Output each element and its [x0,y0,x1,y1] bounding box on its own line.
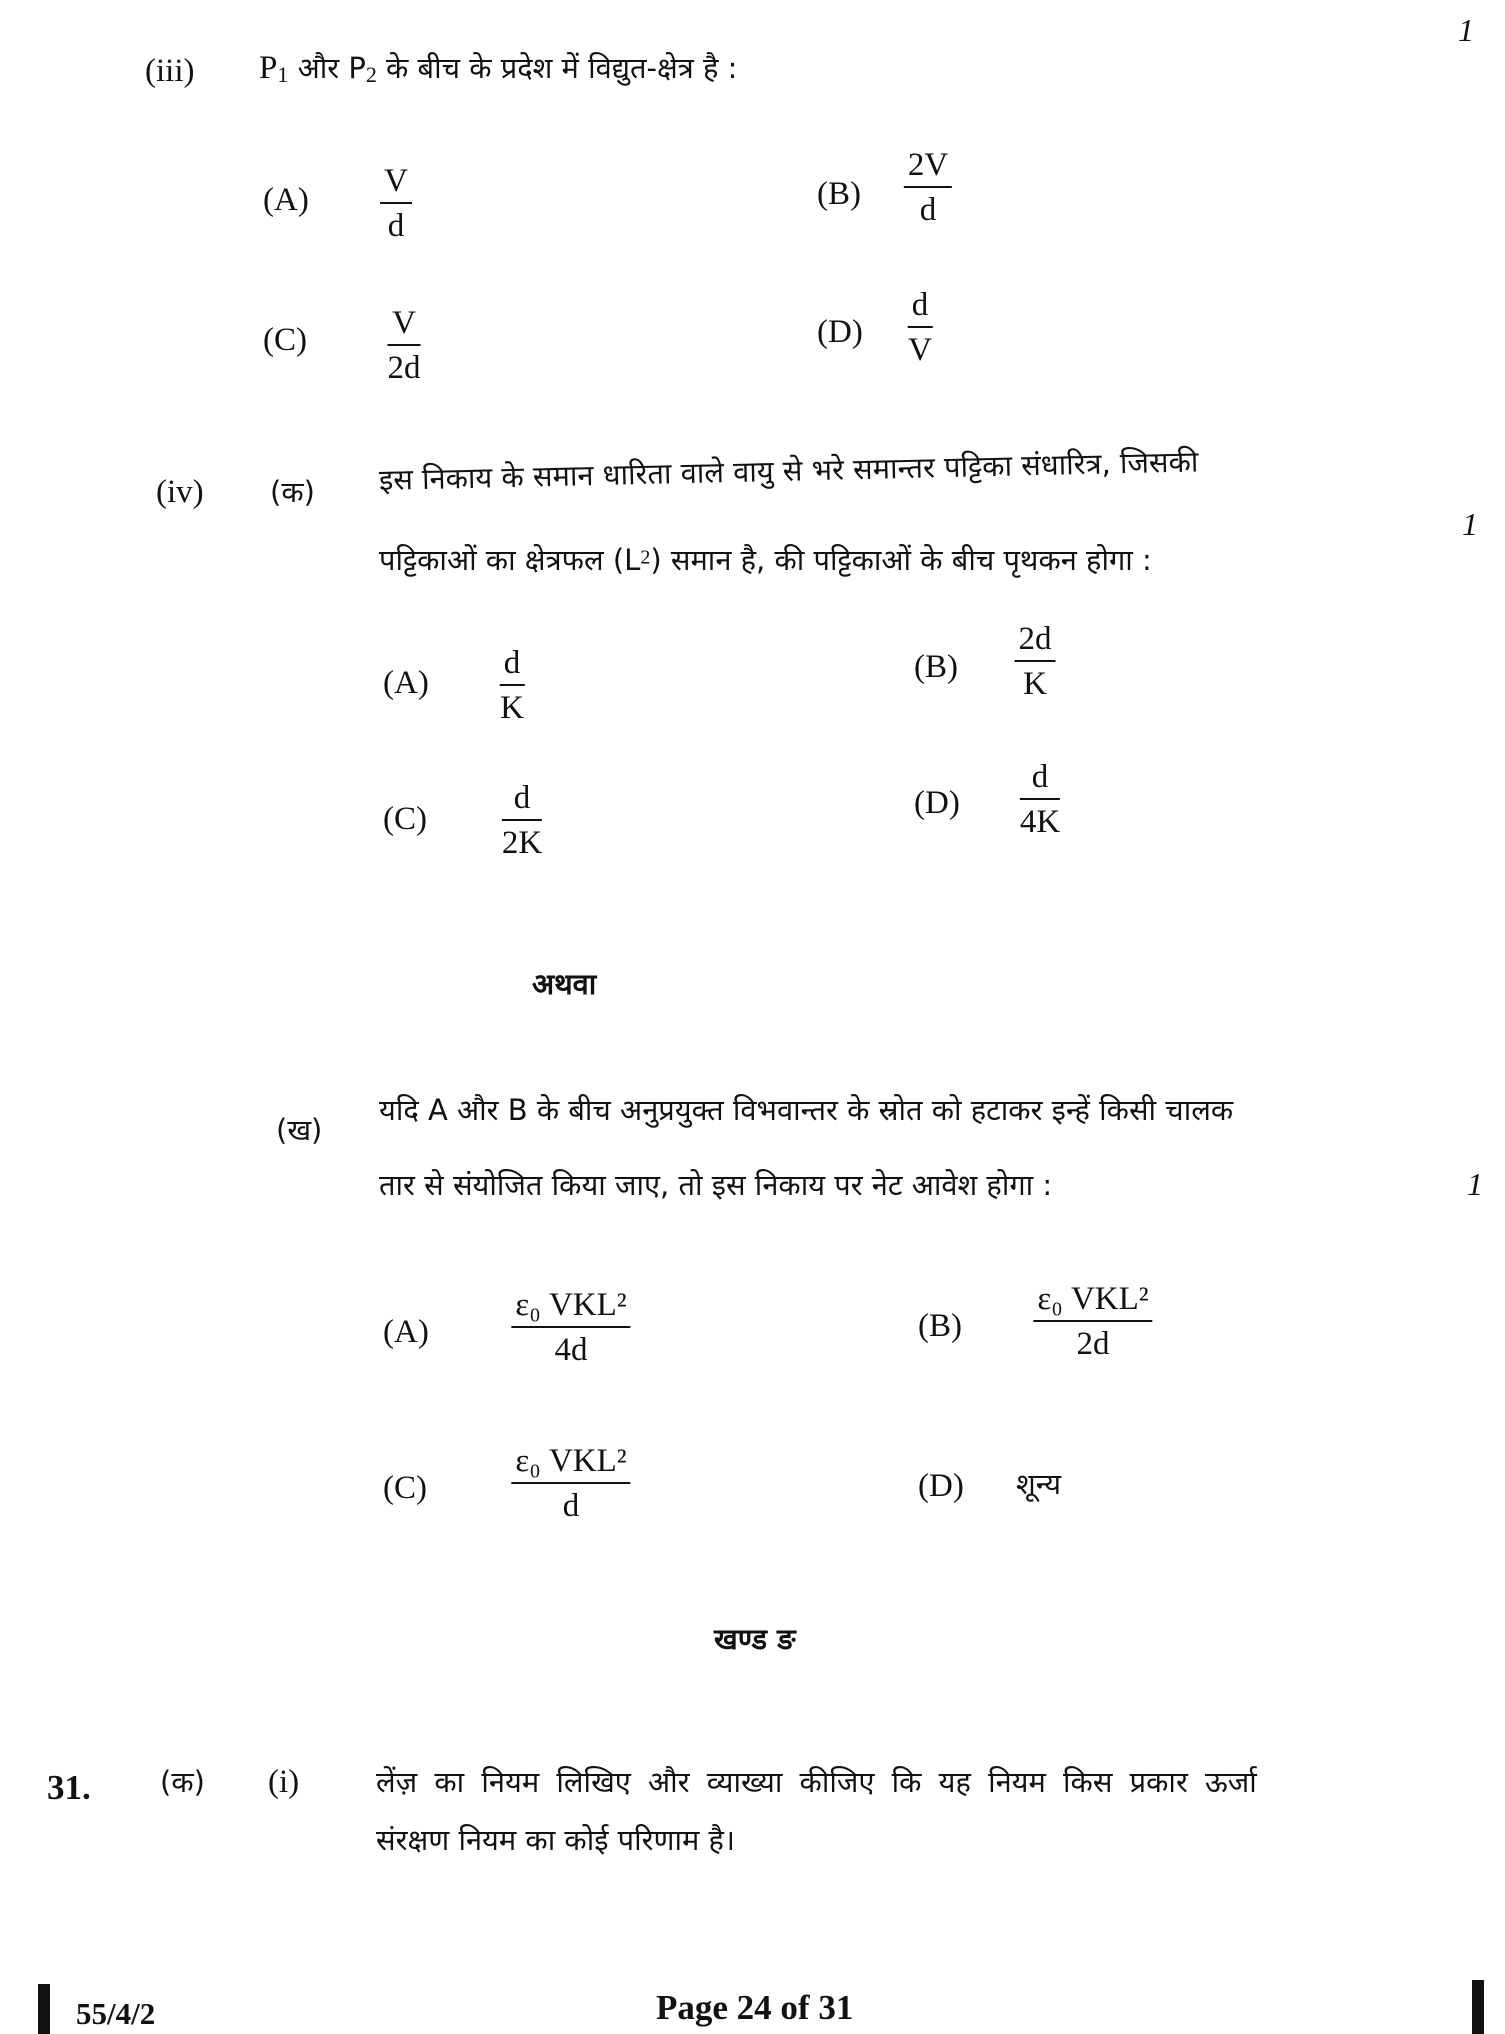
option-label: (A) [383,665,429,701]
option-label: (B) [914,649,958,685]
option-label: (B) [918,1308,962,1344]
text: और P [288,51,366,85]
option-d-text: शून्य [1016,1467,1062,1501]
option-b-fraction: 2d K [1015,621,1056,703]
option-d-fraction: d V [908,287,932,368]
question-text-line2: तार से संयोजित किया जाए, तो इस निकाय पर नेट आवेश होगा : [379,1168,1053,1202]
question-number: 31. [47,1768,91,1807]
footer-bar-left [38,1984,50,2034]
option-label: (D) [817,314,863,350]
option-label: (C) [383,1470,427,1506]
marks-q4a: 1 [1462,506,1478,542]
option-b-fraction: ε₀ VKL² 2d [1033,1281,1152,1363]
marks-q3: 1 [1458,12,1474,48]
option-c-fraction: V 2d [387,305,421,386]
question-text-line1: लेंज़ का नियम लिखिए और व्याख्या कीजिए कि यह नियम किस प्रकार ऊर्जा [376,1765,1257,1799]
question-number: (iii) [145,53,195,89]
question-text [259,52,737,86]
part-label: (ख) [276,1113,323,1147]
p-symbol: P [259,50,278,86]
marks-q4b: 1 [1467,1166,1483,1202]
option-label: (D) [914,785,960,821]
text: के बीच के प्रदेश में विद्युत-क्षेत्र है : [376,51,738,85]
subscript: 2 [365,62,377,88]
option-a-fraction: ε₀ VKL² 4d [511,1287,630,1369]
option-d-fraction: d 4K [1019,759,1061,840]
section-title: खण्ड ङ [714,1622,796,1656]
option-label: (C) [263,322,307,358]
question-number: (iv) [156,474,204,510]
part-label: (क) [160,1765,205,1799]
option-c-fraction: ε₀ VKL² d [511,1443,630,1525]
option-label: (A) [263,182,309,218]
paper-code: 55/4/2 [76,1996,156,2031]
option-c-fraction: d 2K [501,780,543,861]
page-number: Page 24 of 31 [656,1988,854,2027]
question-text-line2: संरक्षण नियम का कोई परिणाम है। [376,1823,735,1857]
option-a-fraction: d K [500,645,524,726]
question-text-line1: इस निकाय के समान धारिता वाले वायु से भरे समान्तर पट्टिका संधारित्र, जिसकी [378,444,1199,497]
option-label: (C) [383,801,427,837]
footer-bar-right [1472,1980,1484,2034]
sub-label: (i) [268,1764,300,1800]
option-a-fraction: V d [380,163,412,245]
subscript: 1 [277,62,289,88]
part-label: (क) [270,475,315,509]
question-text-line2: पट्टिकाओं का क्षेत्रफल $(L^2)$ समान है, की पट्टिकाओं के बीच पृथकन होगा : [379,543,1152,577]
question-text-line1: यदि A और B के बीच अनुप्रयुक्त विभवान्तर के स्रोत को हटाकर इन्हें किसी चालक [379,1093,1234,1127]
option-label: (B) [817,176,861,212]
option-label: (D) [918,1468,964,1504]
option-b-fraction: 2V d [904,147,952,229]
option-label: (A) [383,1314,429,1350]
or-label: अथवा [532,967,597,1001]
